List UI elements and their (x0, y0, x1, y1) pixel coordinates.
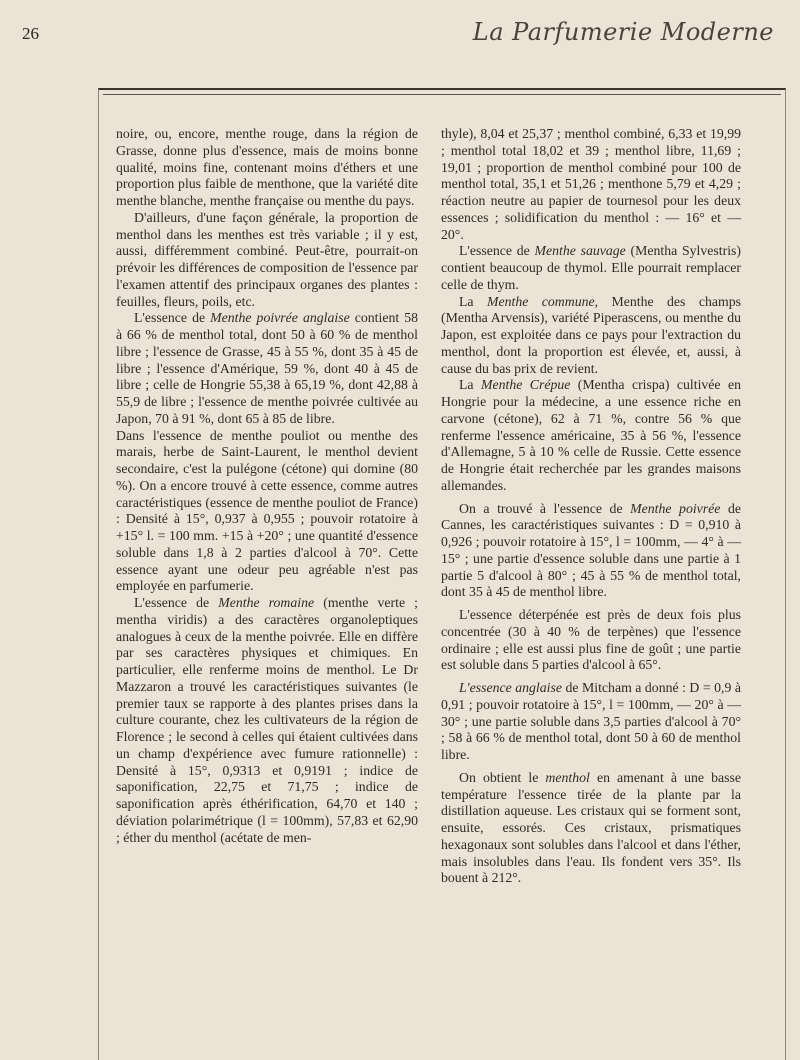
paragraph: D'ailleurs, d'une façon générale, la proportion de menthol dans les menthes est très variable ; il y est, aussi, différemment combiné. Peut-être, pourrait-on prévoir les différences de composition de l'essence par l'examen attentif des principaux organes des plantes : feuilles, fleurs, poils, etc. (116, 209, 418, 309)
page-number: 26 (22, 24, 39, 43)
paragraph: thyle), 8,04 et 25,37 ; menthol combiné, 6,33 et 19,99 ; menthol total 18,02 et 39 ; menthol libre, 11,69 ; 19,01 ; proportion de menthol combiné pour 100 de menthol total, 35,1 et 51,26 ; menthone 5,79 et 4,29 ; réaction neutre au papier de tournesol pour les deux essences ; solidification du menthol : — 16° et — 20°. (441, 126, 741, 242)
running-head-title: La Parfumerie Moderne (472, 18, 774, 46)
paragraph: L'essence de Menthe poivrée anglaise contient 58 à 66 % de menthol total, dont 50 à 60 % de menthol libre ; l'essence de Grasse, 45 à 55 %, dont 35 à 45 de libre ; l'essence d'Amérique, 59 %, dont 40 à 45 de libre ; celle de Hongrie 55,38 à 65,19 %, dont 42,88 à 55,9 de libre ; l'essence de menthe poivrée cultivée au Japon, 70 à 91 %, dont 65 à 85 de libre. (116, 310, 419, 426)
paragraph: On a trouvé à l'essence de Menthe poivrée de Cannes, les caractéristiques suivantes : D = 0,910 à 0,926 ; pouvoir rotatoire à 15°, l = 100mm, — 4° à — 15° ; une partie d'essence soluble dans une partie à 1 partie 5 d'alcool à 80° ; 45 à 55 % de menthol total, dont 35 à 45 de menthol libre. (441, 500, 741, 600)
paragraph: La Menthe Crépue (Mentha crispa) cultivée en Hongrie pour la médecine, a une essence riche en carvone (cétone), 62 à 71 %, contre 56 % que renferme l'essence américaine, 35 à 56 %, l'essence d'Allemagne, 5 à 10 % celle de Russie. Cette essence de Hongrie était recherchée par les grandes maisons allemandes. (441, 377, 741, 493)
paragraph: Dans l'essence de menthe pouliot ou menthe des marais, herbe de Saint-Laurent, le menthol devient secondaire, c'est la pulégone (cétone) qui domine (80 %). On a encore trouvé à cette essence, comme autres caractéristiques (essence de menthe pouliot de France) : Densité à 15°, 0,937 à 0,955 ; pouvoir rotatoire à +15° l. = 100 mm. +15 à +20° ; une quantité d'essence soluble dans 1,8 à 2 parties d'alcool à 70°. Cette essence ayant une odeur peu agréable n'est pas employée en parfumerie. (116, 427, 418, 594)
paragraph: On obtient le menthol en amenant à une basse température l'essence tirée de la plante par la distillation aqueuse. Les cristaux qui se forment sont, ensuite, essorés. Ces cristaux, prismatiques hexagonaux sont solubles dans l'alcool et dans l'éther, mais insolubles dans l'eau. Ils fondent vers 35°. Ils bouent à 212°. (441, 769, 741, 886)
paragraph: L'essence anglaise de Mitcham a donné : D = 0,9 à 0,91 ; pouvoir rotatoire à 15°, l = 100mm, — 20° à — 30° ; une partie soluble dans 3,5 parties d'alcool à 70° ; 58 à 66 % de menthol total, dont 50 à 60 de menthol libre. (441, 680, 741, 762)
paragraph: L'essence de Menthe sauvage (Mentha Sylvestris) contient beaucoup de thymol. Elle pourrait remplacer celle de thym. (441, 243, 741, 292)
paragraph: L'essence de Menthe romaine (menthe verte ; mentha viridis) a des caractères organoleptiques analogues à ceux de la menthe poivrée. Elle en diffère par ses caractères physiques et chimiques. En particulier, elle renferme moins de menthol. Le Dr Mazzaron a trouvé les caractéristiques suivantes (le premier taux se rapporte à des plantes prises dans la culture courante, chez les cultivateurs de la région de Florence ; le second à celles qui étaient cultivées dans un champ d'expérience avec fumure rationnelle) : Densité à 15°, 0,9313 et 0,9191 ; indice de saponification, 22,75 et 71,75 ; indice de saponification après éthérification, 64,70 et 140 ; déviation polarimétrique (l = 100mm), 57,83 et 62,90 ; éther du menthol (acétate de men- (116, 595, 418, 845)
frame-rule (103, 94, 781, 95)
paragraph: La Menthe commune, Menthe des champs (Mentha Arvensis), variété Piperascens, ou menthe du Japon, est exploitée dans ce pays pour l'extraction du menthol, dont la proportion est élevée, et, aussi, à cause du bas prix de revient. (441, 293, 741, 376)
right-column (441, 126, 741, 887)
paragraph: L'essence déterpénée est près de deux fois plus concentrée (30 à 40 % de terpènes) que l'essence ordinaire ; elle est aussi plus fine de goût ; une partie est soluble dans 5 parties d'alcool à 65°. (441, 607, 741, 673)
left-column (116, 126, 418, 846)
paragraph: noire, ou, encore, menthe rouge, dans la région de Grasse, donne plus d'essence, mais de moins bonne qualité, moins fine, contenant moins d'éthers et une proportion plus faible de menthone, que la variété dite menthe blanche, menthe française ou menthe du pays. (116, 126, 418, 208)
